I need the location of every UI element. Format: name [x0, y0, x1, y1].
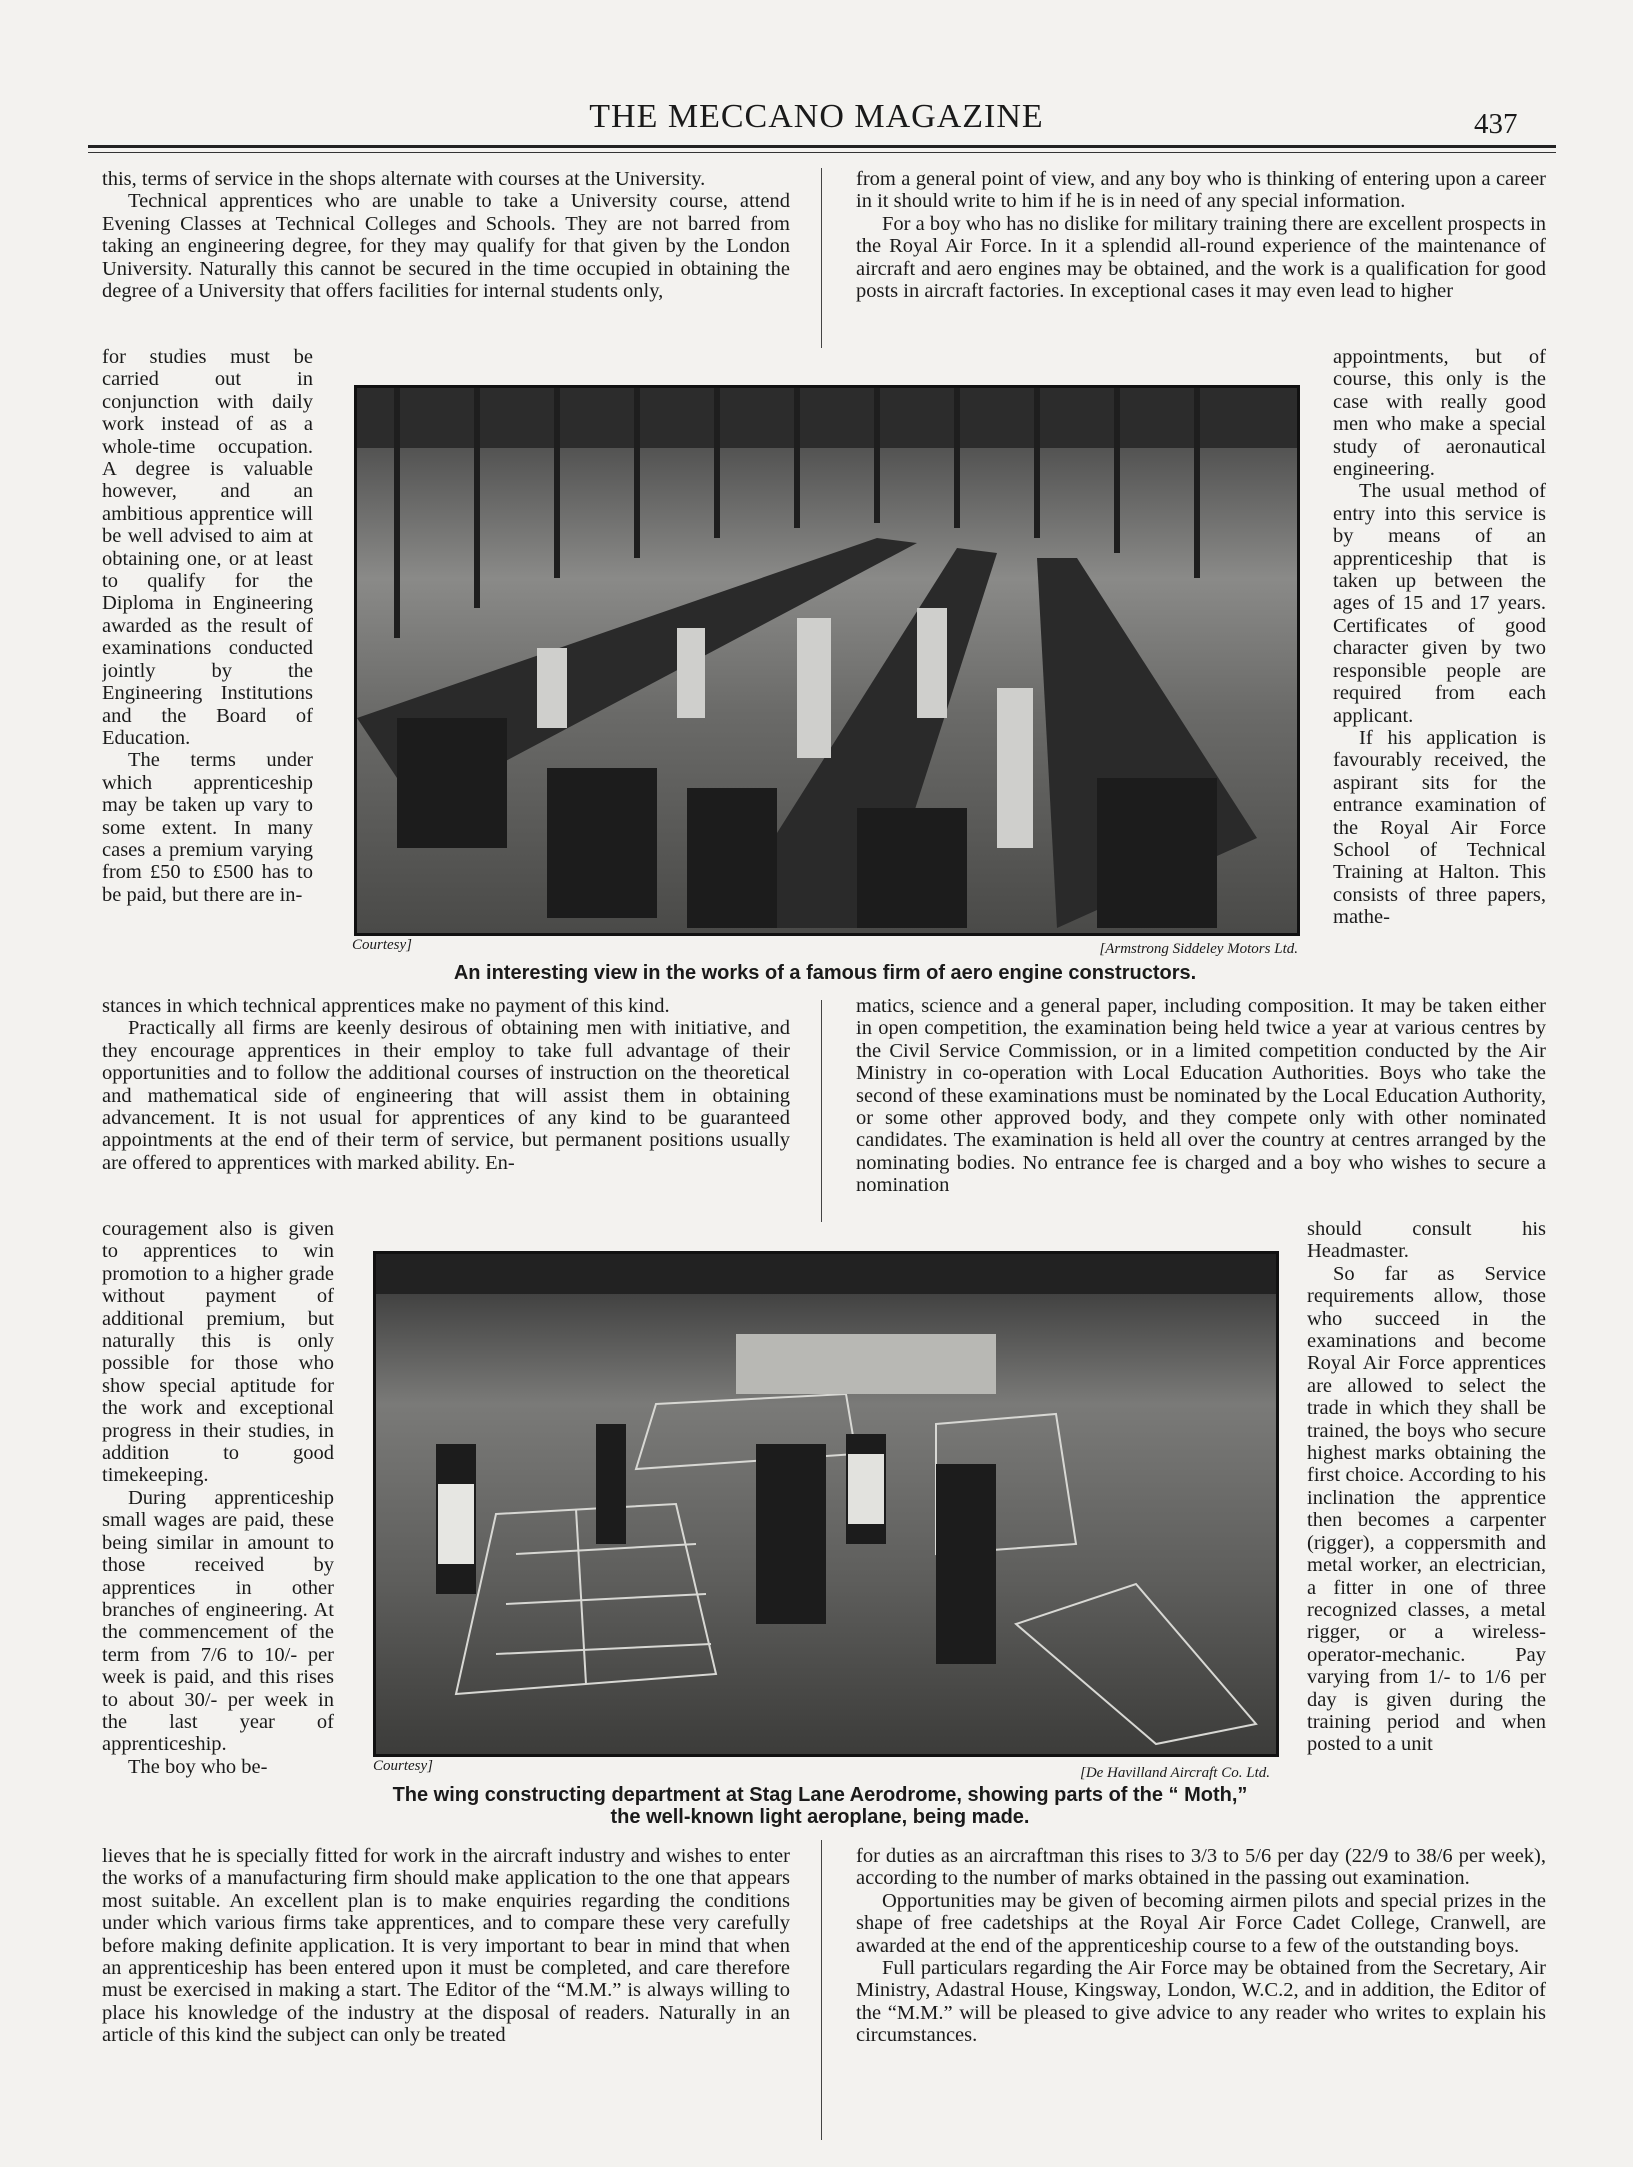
left-block-4 — [102, 1218, 334, 1842]
header-rule — [88, 145, 1556, 148]
paragraph: The usual method of entry into this service is by means of an apprenticeship that is taken up between the ages of 15 and 17 years. Certificates of good character given by two responsible people are required from each applicant. — [1333, 480, 1546, 727]
photo1-caption: An interesting view in the works of a famous firm of aero engine constructors. — [453, 962, 1197, 984]
left-block-3 — [102, 995, 790, 1218]
right-block-5 — [856, 1845, 1546, 2145]
paragraph: So far as Service requirements allow, those who succeed in the examinations and become Royal Air Force apprentices are allowed to select the trade in which they shall be trained, the boys who secure highest marks obtaining the first choice. According to his inclination the apprentice then becomes a carpenter (rigger), a coppersmith and metal worker, an electrician, a fitter in one of three recognized classes, a metal rigger, or a wireless-operator-mechanic. Pay varying from 1/- to 1/6 per day is given during the training period and when posted to a unit — [1307, 1262, 1546, 1756]
photo1-credit: [Armstrong Siddeley Motors Ltd. — [1099, 941, 1298, 957]
paragraph: The terms under which apprenticeship may be taken up vary to some extent. In many cases a premium varying from £50 to £500 has to be paid, but there are in- — [102, 749, 313, 906]
photo2-caption-line-1: The wing constructing department at Stag Lane Aerodrome, showing parts of the “ Moth,” — [392, 1784, 1248, 1806]
photo-aero-engine-works-image — [357, 388, 1297, 933]
photo1-courtesy: Courtesy] — [352, 937, 412, 953]
paragraph: appointments, but of course, this only is the case with really good men who make a special study of aeronautical engineering. — [1333, 346, 1546, 481]
paragraph: couragement also is given to apprentices to win promotion to a higher grade without payment of additional premium, but naturally this is only possible for those who show special aptitude for the work and exceptional progress in their studies, in addition to good timekeeping. — [102, 1218, 334, 1487]
paragraph: stances in which technical apprentices make no payment of this kind. — [102, 995, 670, 1017]
paragraph: The boy who be- — [128, 1755, 268, 1778]
photo2-caption-line-2: the well-known light aeroplane, being made. — [610, 1806, 1030, 1828]
photo-aero-engine-works — [354, 385, 1300, 936]
paragraph: for studies must be carried out in conjunction with daily work instead of as a whole-time occupation. A degree is valuable however, and an ambitious apprentice will be well advised to aim at obtaining one, or at least to qualify for the Diploma in Engineering awarded as the result of examinations conducted jointly by the Engineering Institutions and the Board of Education. — [102, 346, 313, 749]
left-block-1 — [102, 168, 790, 348]
photo-wing-constructing-department — [373, 1251, 1279, 1757]
paragraph: Technical apprentices who are unable to take a University course, attend Evening Classes at Technical Colleges and Schools. They are not barred from taking an engineering degree, for they may qualify for that given by the London University. Naturally this cannot be secured in the time occupied in obtaining the degree of a University that offers facilities for internal students only, — [102, 190, 790, 303]
paragraph: lieves that he is specially fitted for work in the aircraft industry and wishes to enter the works of a manufacturing firm should make application to the one that appears most suitable. An excellent plan is to make enquiries regarding the conditions under which various firms take apprentices, and to compare these very carefully before making definite application. It is very important to bear in mind that when an apprenticeship has been entered upon it must be completed, and care therefore must be exercised in making a start. The Editor of the “M.M.” is always willing to place his knowledge of the industry at the disposal of readers. Naturally in an article of this kind the subject can only be treated — [102, 1845, 790, 2047]
paragraph: Full particulars regarding the Air Force may be obtained from the Secretary, Air Ministry, Adastral House, Kingsway, London, W.C.2, and in addition, the Editor of the “M.M.” will be pleased to give advice to any reader who writes to explain his circumstances. — [856, 1957, 1546, 2047]
photo-wing-constructing-department-image — [376, 1254, 1276, 1754]
paragraph: matics, science and a general paper, including composition. It may be taken either in open competition, the examination being held twice a year at various centres by the Civil Service Commission, or in a limited competition conducted by the Air Ministry in co-operation with Local Education Authorities. Boys who take the second of these examinations must be nominated by the Local Education Authority, or some other approved body, and they compete only with other nominated candidates. The examination is held all over the country at centres arranged by the nominating bodies. No entrance fee is charged and a boy who wishes to secure a nomination — [856, 995, 1546, 1197]
page-number: 437 — [1474, 108, 1518, 140]
magazine-title: THE MECCANO MAGAZINE — [589, 98, 1044, 135]
paragraph: For a boy who has no dislike for military training there are excellent prospects in the Royal Air Force. In it a splendid all-round experience of the maintenance of aircraft and aero engines may be obtained, and the work is a qualification for good posts in aircraft factories. In exceptional cases it may even lead to higher — [856, 212, 1546, 303]
paragraph: Practically all firms are keenly desirous of obtaining men with initiative, and they encourage apprentices in their employ to take full advantage of their opportunities and to follow the additional courses of instruction on the theoretical and mathematical side of engineering that will assist them in obtaining advancement. It is not usual for apprentices of any kind to be guaranteed appointments at the end of their term of service, but permanent positions usually are offered to apprentices with marked ability. En- — [102, 1017, 790, 1174]
paragraph: If his application is favourably received, the aspirant sits for the entrance examination of the Royal Air Force School of Technical Training at Halton. This consists of three papers, mathe- — [1333, 726, 1546, 929]
right-block-3 — [856, 995, 1546, 1218]
photo2-credit: [De Havilland Aircraft Co. Ltd. — [1079, 1765, 1270, 1781]
column-divider-middle — [821, 1000, 822, 1222]
right-block-4 — [1307, 1218, 1546, 1842]
paragraph: Opportunities may be given of becoming airmen pilots and special prizes in the shape of free cadetships at the Royal Air Force Cadet College, Cranwell, are awarded at the end of the apprenticeship course to a few of the outstanding boys. — [856, 1889, 1546, 1957]
paragraph: should consult his Headmaster. — [1307, 1218, 1546, 1263]
left-block-5 — [102, 1845, 790, 2145]
right-block-2 — [1333, 346, 1546, 992]
column-divider-lower — [821, 1840, 822, 2140]
paragraph: from a general point of view, and any boy who is thinking of entering upon a career in it should write to him if he is in need of any special information. — [856, 168, 1546, 213]
right-block-1 — [856, 168, 1546, 348]
paragraph: this, terms of service in the shops alternate with courses at the University. — [102, 168, 706, 190]
left-block-2 — [102, 346, 313, 992]
photo2-courtesy: Courtesy] — [373, 1758, 433, 1774]
paragraph: for duties as an aircraftman this rises to 3/3 to 5/6 per day (22/9 to 38/6 per week), according to the number of marks obtained in the passing out examination. — [856, 1845, 1546, 1890]
column-divider-upper — [821, 168, 822, 348]
paragraph: During apprenticeship small wages are paid, these being similar in amount to those received by apprentices in other branches of engineering. At the commencement of the term from 7/6 to 10/- per week is paid, and this rises to about 30/- per week in the last year of apprenticeship. — [102, 1486, 334, 1756]
header-rule-thin — [88, 152, 1556, 153]
